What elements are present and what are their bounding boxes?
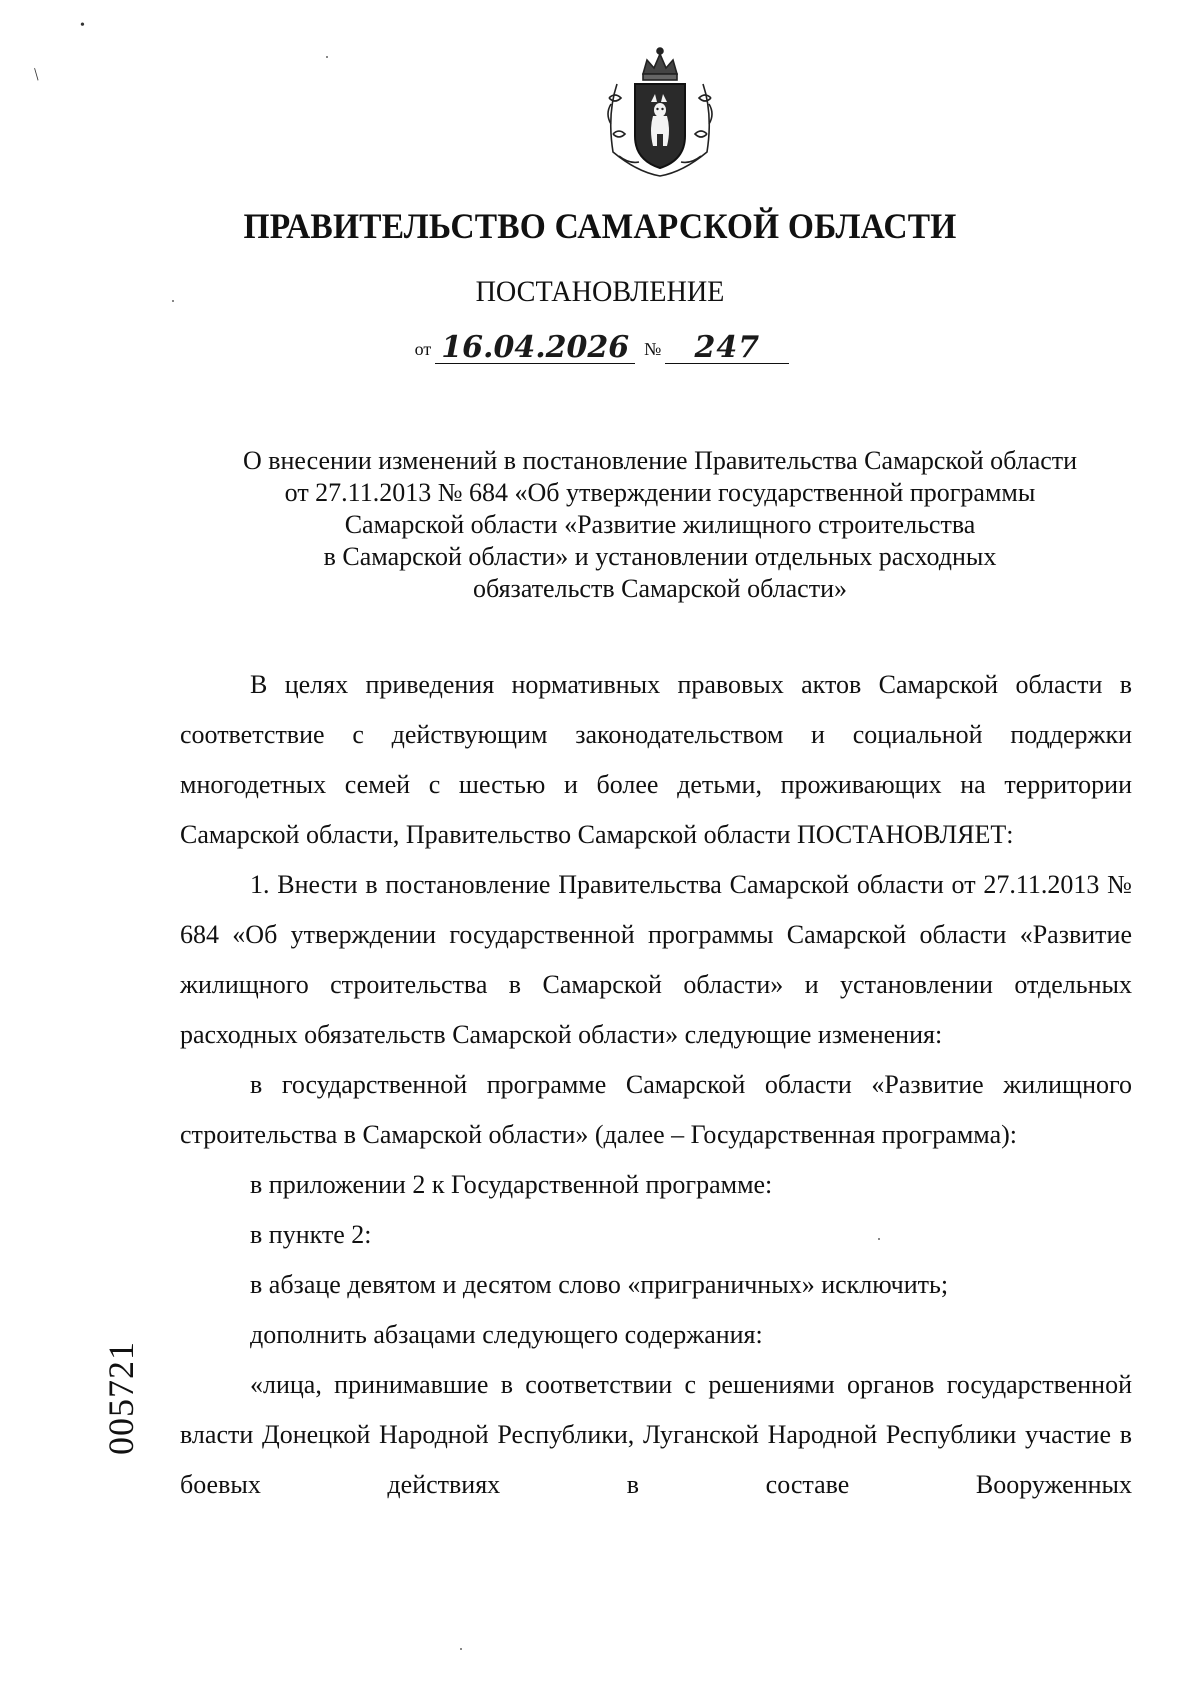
subject-line: Самарской области «Развитие жилищного строительства — [344, 510, 976, 539]
document-subject — [180, 445, 1140, 605]
scan-dot — [326, 56, 328, 58]
body-paragraph: в приложении 2 к Государственной программе: — [250, 1170, 773, 1199]
document-body — [180, 660, 1132, 1510]
scan-mark: / — [28, 64, 45, 84]
date-number-line — [0, 330, 1200, 365]
scan-mark: • — [80, 18, 85, 33]
body-paragraph: «лица, принимавшие в соответствии с решениями органов государственной власти Донецкой Народной Республики, Луганской Народной Республики участие в боевых действиях в составе Вооруженных — [180, 1370, 1132, 1499]
organization-title: ПРАВИТЕЛЬСТВО САМАРСКОЙ ОБЛАСТИ — [243, 206, 957, 246]
subject-line: обязательств Самарской области» — [473, 574, 847, 603]
coat-of-arms-icon — [597, 44, 723, 180]
body-paragraph: в государственной программе Самарской области «Развитие жилищного строительства в Самарской области» (далее – Государственная программа): — [180, 1070, 1132, 1149]
date-prefix: от — [414, 339, 432, 359]
number-prefix: № — [644, 339, 662, 359]
body-paragraph: в абзаце девятом и десятом слово «приграничных» исключить; — [250, 1270, 949, 1299]
body-paragraph: В целях приведения нормативных правовых актов Самарской области в соответствие с действующим законодательством и социальной поддержки многодетных семей с шестью и более детьми, проживающих на территории Самарской области, Правительство Самарской области ПОСТАНОВЛЯЕТ: — [180, 670, 1132, 849]
handwritten-date: 16.04.2026 — [435, 333, 635, 364]
body-paragraph: в пункте 2: — [250, 1220, 372, 1249]
body-paragraph: 1. Внести в постановление Правительства Самарской области от 27.11.2013 № 684 «Об утверждении государственной программы Самарской области «Развитие жилищного строительства в Самарской области» и установлении отдельных расходных обязательств Самарской области» следующие изменения: — [180, 870, 1132, 1049]
margin-stamp-number: 005721 — [101, 1341, 141, 1455]
body-paragraph: дополнить абзацами следующего содержания: — [250, 1320, 763, 1349]
subject-line: О внесении изменений в постановление Правительства Самарской области — [242, 446, 1078, 475]
subject-line: в Самарской области» и установлении отдельных расходных — [323, 542, 997, 571]
document-type: ПОСТАНОВЛЕНИЕ — [475, 275, 725, 308]
subject-line: от 27.11.2013 № 684 «Об утверждении государственной программы — [284, 478, 1036, 507]
handwritten-number: 247 — [665, 333, 789, 364]
scan-dot — [460, 1648, 462, 1650]
